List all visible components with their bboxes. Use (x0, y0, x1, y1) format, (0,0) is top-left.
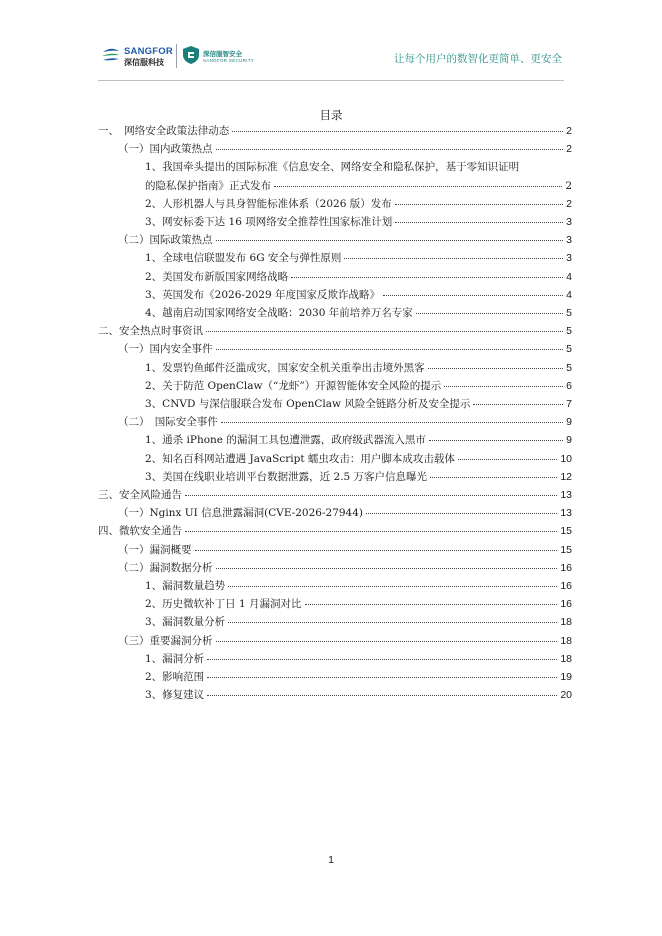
toc-entry[interactable] (98, 577, 572, 595)
toc-leader-dots (444, 386, 563, 387)
toc-leader-dots (473, 404, 563, 405)
toc-entry-label: 1、全球电信联盟发布 6G 安全与弹性原则 (145, 252, 342, 265)
header-divider (98, 80, 564, 81)
toc-entry[interactable] (98, 322, 572, 340)
toc-entry-label: （一）国内政策热点 (118, 143, 213, 156)
toc-entry-page: 13 (560, 489, 572, 502)
page-number: 1 (328, 854, 334, 866)
toc-entry[interactable] (98, 468, 572, 486)
toc-entry-page: 20 (560, 689, 572, 702)
toc-entry[interactable] (98, 304, 572, 322)
toc-entry-label: 1、漏洞数量趋势 (145, 580, 226, 593)
toc-entry-label: （一）漏洞概要 (118, 543, 192, 556)
toc-leader-dots (185, 495, 557, 496)
toc-entry[interactable] (98, 340, 572, 358)
toc-entry-page: 19 (560, 671, 572, 684)
toc-entry-label: 2、美国发布新版国家网络战略 (145, 270, 289, 283)
toc-entry-label: （一）Nginx UI 信息泄露漏洞(CVE-2026-27944) (118, 507, 364, 520)
toc-leader-dots (216, 149, 564, 150)
toc-leader-dots (416, 313, 563, 314)
toc-leader-dots (429, 440, 563, 441)
toc-leader-dots (206, 331, 563, 332)
toc-leader-dots (216, 240, 564, 241)
table-of-contents (98, 122, 572, 705)
toc-entry-label: 3、修复建议 (145, 689, 205, 702)
toc-entry-label: 1、漏洞分析 (145, 652, 205, 665)
toc-entry-page: 13 (560, 507, 572, 520)
toc-entry[interactable] (98, 140, 572, 158)
toc-entry[interactable] (98, 686, 572, 704)
logo-divider (176, 44, 177, 68)
toc-entry-page: 7 (566, 398, 572, 411)
toc-entry[interactable] (98, 213, 572, 231)
toc-leader-dots (207, 677, 557, 678)
toc-entry-label: 2、人形机器人与具身智能标准体系（2026 版）发布 (145, 197, 392, 210)
toc-entry-page: 2 (566, 197, 572, 210)
toc-entry-label: 四、微软安全通告 (98, 525, 182, 538)
toc-entry-page: 3 (566, 216, 572, 229)
toc-entry[interactable] (98, 541, 572, 559)
toc-entry-page: 16 (560, 561, 572, 574)
toc-entry[interactable] (98, 395, 572, 413)
toc-entry[interactable] (98, 268, 572, 286)
toc-entry[interactable] (98, 231, 572, 249)
toc-entry[interactable] (98, 249, 572, 267)
toc-entry-page: 16 (560, 598, 572, 611)
toc-entry-page: 9 (566, 434, 572, 447)
toc-entry-label: 2、关于防范 OpenClaw（“龙虾”）开源智能体安全风险的提示 (145, 379, 442, 392)
toc-entry-page: 2 (565, 179, 572, 192)
toc-entry-label: 2、知名百科网站遭遇 JavaScript 蠕虫攻击：用户脚本成攻击载体 (145, 452, 455, 465)
toc-entry[interactable] (98, 431, 572, 449)
toc-entry-page: 3 (566, 234, 572, 247)
toc-entry[interactable] (98, 450, 572, 468)
toc-entry[interactable] (98, 122, 572, 140)
toc-entry[interactable] (98, 650, 572, 668)
toc-title: 目录 (319, 108, 343, 122)
security-brand-en: SANGFOR SECURITY (203, 58, 255, 63)
toc-entry[interactable] (98, 486, 572, 504)
toc-leader-dots (195, 550, 558, 551)
toc-entry-label: 的隐私保护指南》正式发布 (145, 179, 271, 192)
toc-entry-page: 5 (566, 307, 572, 320)
toc-entry-label: 3、英国发布《2026-2029 年度国家反欺诈战略》 (145, 288, 381, 301)
toc-entry-label: 4、越南启动国家网络安全战略：2030 年前培养万名专家 (145, 307, 413, 320)
toc-entry-page: 3 (566, 252, 572, 265)
toc-entry-page: 2 (566, 143, 572, 156)
sangfor-logo-icon (100, 44, 122, 66)
toc-entry[interactable] (98, 377, 572, 395)
toc-leader-dots (366, 513, 557, 514)
toc-leader-dots (232, 131, 563, 132)
toc-entry-page: 12 (560, 470, 572, 483)
toc-entry-label: （三）重要漏洞分析 (118, 634, 213, 647)
toc-entry-page: 15 (560, 543, 572, 556)
toc-entry-label: 3、网安标委下达 16 项网络安全推荐性国家标准计划 (145, 216, 393, 229)
toc-entry-label: 3、美国在线职业培训平台数据泄露，近 2.5 万客户信息曝光 (145, 470, 428, 483)
toc-entry-page: 4 (566, 288, 572, 301)
toc-leader-dots (305, 604, 558, 605)
toc-leader-dots (395, 222, 563, 223)
toc-entry[interactable] (98, 195, 572, 213)
toc-entry-page: 16 (560, 580, 572, 593)
toc-leader-dots (228, 586, 557, 587)
toc-leader-dots (207, 659, 557, 660)
toc-entry[interactable] (98, 158, 572, 194)
toc-entry-label: （二）国际政策热点 (118, 234, 213, 247)
toc-entry-label: （一）国内安全事件 (118, 343, 213, 356)
toc-entry-label: 1、发票钓鱼邮件泛滥成灾，国家安全机关重拳出击境外黑客 (145, 361, 425, 374)
toc-entry-page: 5 (566, 325, 572, 338)
toc-entry[interactable] (98, 413, 572, 431)
toc-entry[interactable] (98, 632, 572, 650)
toc-entry-label: 一、 网络安全政策法律动态 (98, 125, 230, 137)
toc-leader-dots (428, 368, 563, 369)
toc-entry-label: （二）漏洞数据分析 (118, 561, 213, 574)
toc-leader-dots (216, 349, 564, 350)
toc-entry-page: 4 (566, 270, 572, 283)
toc-leader-dots (228, 622, 557, 623)
toc-entry-label: 3、CNVD 与深信服联合发布 OpenClaw 风险全链路分析及安全提示 (145, 398, 471, 411)
toc-entry-label: 3、漏洞数量分析 (145, 616, 226, 629)
page-header (0, 0, 662, 80)
toc-entry[interactable] (98, 668, 572, 686)
toc-entry-page: 9 (566, 416, 572, 429)
toc-entry-label: 2、历史微软补丁日 1 月漏洞对比 (145, 598, 302, 611)
toc-entry[interactable] (98, 359, 572, 377)
toc-entry[interactable] (98, 522, 572, 540)
toc-leader-dots (221, 422, 563, 423)
toc-entry-page: 2 (566, 125, 572, 137)
toc-entry-page: 18 (560, 634, 572, 647)
brand-en: SANGFOR (124, 46, 173, 57)
security-shield-icon (182, 45, 200, 65)
toc-entry-page: 5 (566, 343, 572, 356)
toc-leader-dots (383, 295, 563, 296)
toc-leader-dots (291, 277, 563, 278)
toc-entry[interactable] (98, 286, 572, 304)
toc-entry-page: 18 (560, 652, 572, 665)
header-slogan: 让每个用户的数智化更简单、更安全 (394, 53, 562, 65)
toc-leader-dots (344, 258, 563, 259)
toc-entry-label: 2、影响范围 (145, 671, 205, 684)
toc-entry-page: 18 (560, 616, 572, 629)
toc-entry-page: 10 (560, 452, 572, 465)
toc-entry-label: 三、安全风险通告 (98, 489, 182, 502)
toc-leader-dots (430, 477, 557, 478)
toc-leader-dots (185, 531, 557, 532)
toc-entry[interactable] (98, 504, 572, 522)
toc-entry[interactable] (98, 595, 572, 613)
toc-leader-dots (458, 459, 557, 460)
toc-entry[interactable] (98, 559, 572, 577)
toc-entry-label: 1、通杀 iPhone 的漏洞工具包遭泄露，政府级武器流入黑市 (145, 434, 426, 447)
toc-entry[interactable] (98, 613, 572, 631)
security-brand-cn: 深信服智安全 (203, 50, 242, 58)
toc-entry-label: 二、安全热点时事资讯 (98, 325, 203, 338)
toc-entry-page: 6 (566, 379, 572, 392)
toc-leader-dots (216, 641, 558, 642)
toc-leader-dots (216, 568, 558, 569)
toc-leader-dots (395, 204, 563, 205)
toc-leader-dots (207, 695, 557, 696)
toc-entry-label: 1、我国牵头提出的国际标准《信息安全、网络安全和隐私保护，基于零知识证明 (145, 161, 520, 174)
toc-entry-page: 5 (566, 361, 572, 374)
toc-leader-dots (274, 186, 562, 187)
toc-entry-page: 15 (560, 525, 572, 538)
brand-cn: 深信服科技 (124, 58, 164, 67)
toc-entry-label: （二） 国际安全事件 (118, 416, 218, 429)
